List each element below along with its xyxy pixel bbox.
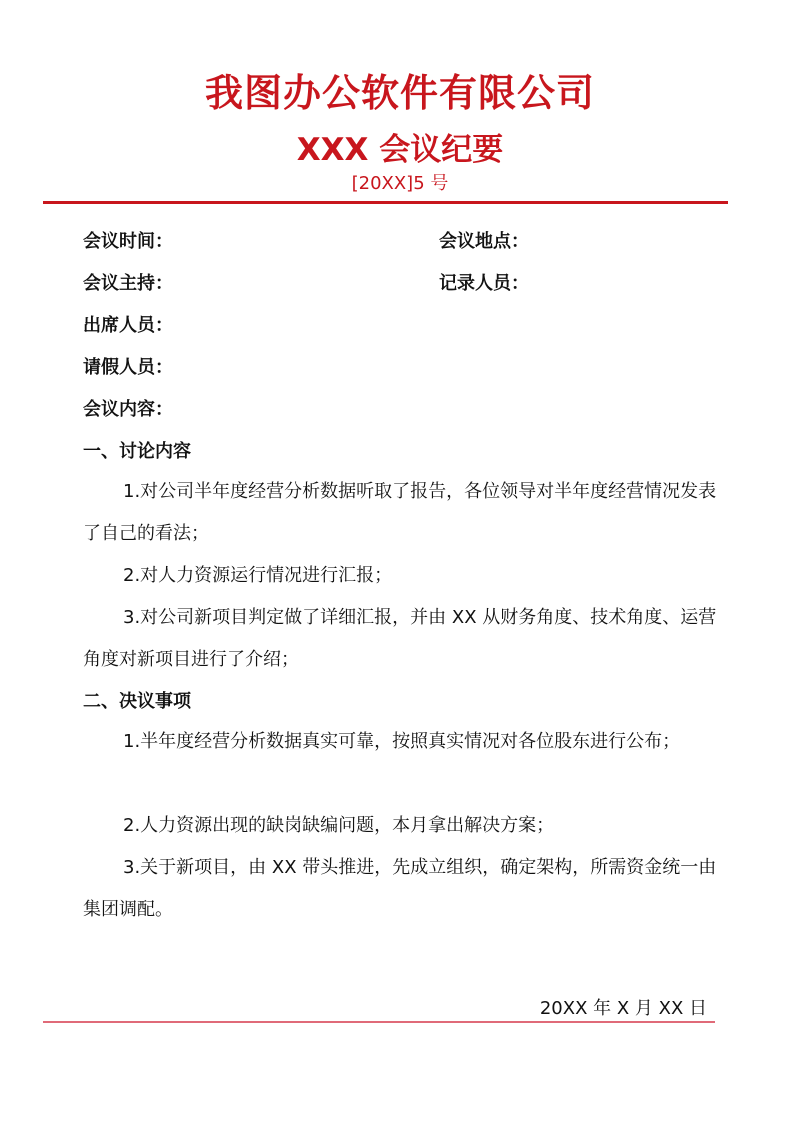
list-item-text: 2.人力资源出现的缺岗缺编问题，本月拿出解决方案；: [123, 815, 555, 836]
document-number: [20XX]5 号: [351, 173, 449, 194]
field-meeting-time: 会议时间：: [83, 231, 173, 252]
list-item-text: 3.对公司新项目判定做了详细汇报，并由 XX 从财务角度、技术角度、运营角度对新项目进行了介绍；: [83, 607, 717, 670]
field-absentees: 请假人员：: [83, 357, 173, 378]
field-content: 会议内容：: [83, 399, 173, 420]
field-attendees: 出席人员：: [83, 315, 173, 336]
list-item: [83, 597, 720, 681]
list-item: [83, 805, 720, 847]
list-item-text: 1.半年度经营分析数据真实可靠，按照真实情况对各位股东进行公布；: [123, 731, 681, 752]
field-meeting-host: 会议主持：: [83, 273, 173, 294]
company-name: 我图办公软件有限公司: [204, 71, 595, 115]
list-item: [83, 471, 720, 555]
document-date: 20XX 年 X 月 XX 日: [539, 998, 707, 1019]
list-item-text: 1.对公司半年度经营分析数据听取了报告，各位领导对半年度经营情况发表了自己的看法；: [83, 481, 717, 544]
document-title: XXX 会议纪要: [296, 132, 504, 168]
list-item: [83, 847, 720, 931]
section-heading-resolutions: 二、决议事项: [83, 691, 191, 712]
section-heading-discussion: 一、讨论内容: [83, 441, 191, 462]
list-item: [83, 721, 720, 763]
header-divider: [43, 201, 728, 204]
field-meeting-location: 会议地点：: [439, 231, 529, 252]
footer-divider: [43, 1021, 715, 1023]
list-item: [83, 555, 720, 597]
field-recorder: 记录人员：: [439, 273, 529, 294]
list-item-text: 3.关于新项目，由 XX 带头推进，先成立组织，确定架构，所需资金统一由集团调配。: [83, 857, 717, 920]
list-item-text: 2.对人力资源运行情况进行汇报；: [123, 565, 393, 586]
